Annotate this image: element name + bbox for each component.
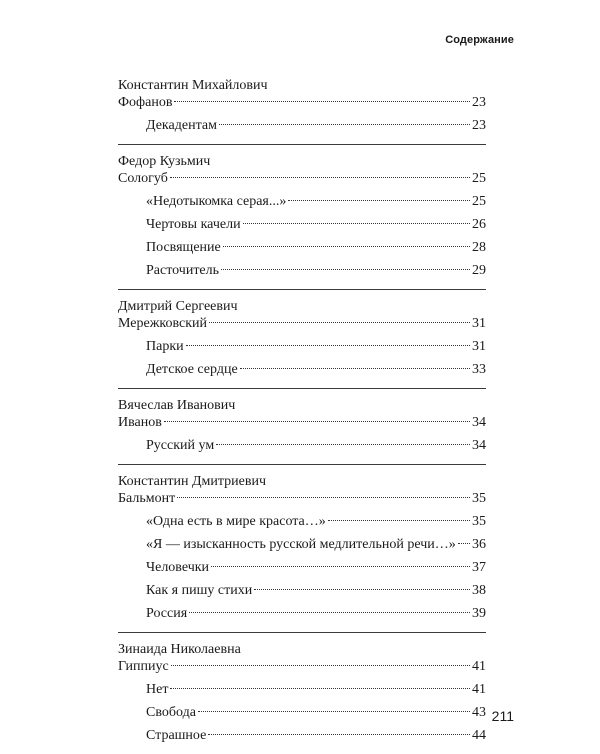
author-entry-title: Бальмонт	[118, 491, 176, 506]
poem-entry	[118, 606, 486, 622]
author-entry	[118, 316, 486, 332]
poem-entry	[118, 705, 486, 721]
poem-entry-page: 25	[472, 194, 486, 209]
author-entry	[118, 95, 486, 111]
poem-entry-page: 43	[472, 705, 486, 720]
author-first-name: Константин Дмитриевич	[118, 474, 266, 489]
toc-section	[118, 464, 486, 632]
poem-entry	[118, 438, 486, 454]
poem-entry-page: 37	[472, 560, 486, 575]
poem-entry-title: «Я — изысканность русской медлительной речи…»	[146, 537, 456, 552]
dot-leader	[170, 687, 470, 689]
dot-leader	[208, 733, 470, 735]
poem-entry	[118, 560, 486, 576]
page-number: 211	[491, 708, 514, 724]
author-entry	[118, 415, 486, 431]
poem-entry-title: Россия	[146, 606, 188, 621]
poem-entry-page: 29	[472, 263, 486, 278]
poem-entry-title: «Одна есть в мире красота…»	[146, 514, 326, 529]
dot-leader	[177, 496, 470, 498]
poem-entry-title: Посвящение	[146, 240, 221, 255]
poem-entry-page: 41	[472, 682, 486, 697]
poem-entry-title: Нет	[146, 682, 169, 697]
dot-leader	[211, 565, 470, 567]
dot-leader	[186, 344, 470, 346]
poem-entry-title: Парки	[146, 339, 184, 354]
poem-entry-title: Чертовы качели	[146, 217, 241, 232]
author-first-name: Вячеслав Иванович	[118, 398, 236, 413]
poem-entry-page: 31	[472, 339, 486, 354]
dot-leader	[288, 199, 470, 201]
toc-section	[118, 632, 486, 754]
dot-leader	[254, 588, 470, 590]
author-entry-page: 34	[472, 415, 486, 430]
author-entry-page: 41	[472, 659, 486, 674]
poem-entry-title: «Недотыкомка серая...»	[146, 194, 287, 209]
poem-entry	[118, 583, 486, 599]
poem-entry	[118, 339, 486, 355]
dot-leader	[243, 222, 470, 224]
poem-entry-page: 44	[472, 728, 486, 743]
poem-entry-page: 38	[472, 583, 486, 598]
table-of-contents	[118, 78, 486, 754]
author-entry	[118, 491, 486, 507]
author-entry-page: 35	[472, 491, 486, 506]
poem-entry-title: Страшное	[146, 728, 207, 743]
author-first-name: Константин Михайлович	[118, 78, 268, 93]
poem-entry-title: Детское сердце	[146, 362, 238, 377]
poem-entry-title: Свобода	[146, 705, 196, 720]
dot-leader	[198, 710, 470, 712]
poem-entry-page: 39	[472, 606, 486, 621]
author-entry-page: 23	[472, 95, 486, 110]
toc-section	[118, 78, 486, 144]
author-entry-page: 31	[472, 316, 486, 331]
dot-leader	[171, 664, 470, 666]
author-first-name: Дмитрий Сергеевич	[118, 299, 238, 314]
toc-section	[118, 388, 486, 464]
poem-entry-page: 33	[472, 362, 486, 377]
dot-leader	[216, 443, 470, 445]
author-entry-title: Сологуб	[118, 171, 168, 186]
poem-entry-title: Как я пишу стихи	[146, 583, 253, 598]
dot-leader	[223, 245, 470, 247]
dot-leader	[219, 123, 470, 125]
author-first-name: Зинаида Николаевна	[118, 642, 241, 657]
dot-leader	[240, 367, 470, 369]
author-entry-title: Иванов	[118, 415, 162, 430]
poem-entry	[118, 217, 486, 233]
dot-leader	[189, 611, 470, 613]
poem-entry-title: Человечки	[146, 560, 210, 575]
poem-entry	[118, 728, 486, 744]
poem-entry-page: 36	[472, 537, 486, 552]
running-head-title: Содержание	[445, 34, 514, 46]
toc-section	[118, 144, 486, 289]
author-entry	[118, 171, 486, 187]
poem-entry	[118, 240, 486, 256]
poem-entry-page: 35	[472, 514, 486, 529]
dot-leader	[221, 268, 470, 270]
dot-leader	[164, 420, 470, 422]
poem-entry	[118, 362, 486, 378]
poem-entry-title: Декадентам	[146, 118, 217, 133]
poem-entry	[118, 537, 486, 553]
author-entry-title: Гиппиус	[118, 659, 169, 674]
dot-leader	[328, 519, 470, 521]
dot-leader	[174, 100, 470, 102]
dot-leader	[209, 321, 470, 323]
poem-entry	[118, 682, 486, 698]
author-first-name: Федор Кузьмич	[118, 154, 211, 169]
dot-leader	[170, 176, 470, 178]
poem-entry-page: 23	[472, 118, 486, 133]
poem-entry	[118, 263, 486, 279]
dot-leader	[458, 542, 470, 544]
author-entry-title: Мережковский	[118, 316, 207, 331]
author-entry	[118, 659, 486, 675]
poem-entry-page: 34	[472, 438, 486, 453]
toc-section	[118, 289, 486, 388]
author-entry-title: Фофанов	[118, 95, 173, 110]
author-entry-page: 25	[472, 171, 486, 186]
poem-entry-title: Расточитель	[146, 263, 220, 278]
poem-entry	[118, 514, 486, 530]
poem-entry-page: 26	[472, 217, 486, 232]
poem-entry-title: Русский ум	[146, 438, 215, 453]
poem-entry-page: 28	[472, 240, 486, 255]
poem-entry	[118, 194, 486, 210]
poem-entry	[118, 118, 486, 134]
